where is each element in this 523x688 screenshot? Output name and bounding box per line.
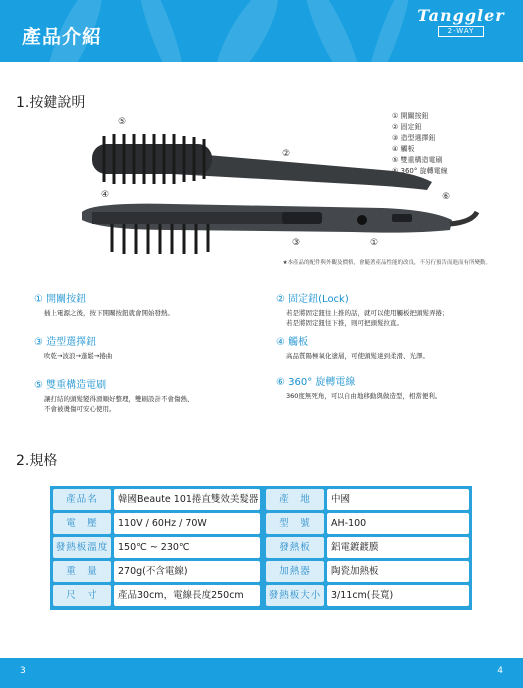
spec-table <box>50 486 472 610</box>
legend-item: ① 開關按鈕 <box>392 112 429 120</box>
spec-label: 發熱板溫度 <box>53 537 111 558</box>
spec-value: 270g(不含電線) <box>114 561 260 582</box>
feature-style-button <box>34 333 234 361</box>
brand-logo <box>411 6 511 37</box>
spec-label: 加熱器 <box>266 561 324 582</box>
spec-label: 發熱板大小 <box>266 585 324 606</box>
callout-3: ③ <box>292 238 301 248</box>
table-row <box>53 585 469 606</box>
feature-swivel-cord <box>276 373 506 401</box>
feature-desc: 插上電源之後，按下開關按鈕就會開始發熱。 <box>44 309 174 317</box>
spec-label: 尺 寸 <box>53 585 111 606</box>
spec-value: 中國 <box>327 489 469 510</box>
spec-value: 鋁電鍍鍍膜 <box>327 537 469 558</box>
feature-desc: 若是將固定鈕往上推的話，就可以使用觸板把頭髮弄捲； 若是將固定鈕往下推，則可把頭髮拉直。 <box>286 309 449 327</box>
feature-title: ① 開關按鈕 <box>34 294 87 305</box>
spec-value: AH-100 <box>327 513 469 534</box>
feature-power-button <box>34 290 234 318</box>
callout-2: ② <box>282 149 291 159</box>
feature-desc: 吹乾→波浪→蓬鬆→捲曲 <box>44 352 113 360</box>
feature-plate <box>276 333 506 361</box>
spec-label: 產 地 <box>266 489 324 510</box>
button-legend <box>392 111 448 177</box>
section-title-buttons: 1.按鍵說明 <box>16 95 86 111</box>
callout-5: ⑤ <box>118 117 127 127</box>
legend-item: ⑥ 360° 旋轉電線 <box>392 167 448 175</box>
spec-label: 發熱板 <box>266 537 324 558</box>
legend-item: ② 固定鈕 <box>392 123 422 131</box>
spec-value: 韓國Beaute 101捲直雙效美髮器 <box>114 489 260 510</box>
spec-value: 3/11cm(長寬) <box>327 585 469 606</box>
spec-label: 重 量 <box>53 561 111 582</box>
legend-item: ③ 造型選擇鈕 <box>392 134 436 142</box>
feature-title: ③ 造型選擇鈕 <box>34 337 97 348</box>
feature-title: ⑤ 雙重構造電刷 <box>34 380 107 391</box>
page-number-right: 4 <box>497 666 503 676</box>
spec-value: 110V / 60Hz / 70W <box>114 513 260 534</box>
feature-brush <box>34 376 264 414</box>
feature-desc: 讓打結的頭髮變得滑順好整理，雙刷設計不會傷熱、 不會被燙傷可安心使用。 <box>44 395 194 413</box>
table-row <box>53 513 469 534</box>
table-row <box>53 561 469 582</box>
spec-label: 型 號 <box>266 513 324 534</box>
callout-6: ⑥ <box>442 192 451 202</box>
feature-title: ④ 觸板 <box>276 337 309 348</box>
spec-label: 產品名 <box>53 489 111 510</box>
disclaimer-note: ★本產品的配件與外觀及價格，會隨著產品性能的改良，不另行預告而進而有所變動。 <box>282 260 491 266</box>
callout-1: ① <box>370 238 379 248</box>
brand-subtitle: 2-WAY <box>438 26 484 37</box>
feature-title: ⑥ 360° 旋轉電線 <box>276 377 356 388</box>
feature-lock-button <box>276 290 506 328</box>
spec-value: 產品30cm，電線長度250cm <box>114 585 260 606</box>
spec-label: 電 壓 <box>53 513 111 534</box>
page-header <box>0 0 523 62</box>
page-number-left: 3 <box>20 666 26 676</box>
feature-title: ② 固定鈕(Lock) <box>276 294 349 305</box>
spec-value: 陶瓷加熱板 <box>327 561 469 582</box>
table-row <box>53 537 469 558</box>
legend-item: ④ 觸板 <box>392 145 415 153</box>
spec-value: 150℃ ~ 230℃ <box>114 537 260 558</box>
page-title: 產品介紹 <box>22 26 103 48</box>
brand-name: Tanggler <box>417 6 505 25</box>
feature-desc: 高品質陽極氧化塗層，可使頭髮達到柔滑、光澤。 <box>286 352 429 360</box>
section-title-specs: 2.規格 <box>16 453 58 469</box>
table-row <box>53 489 469 510</box>
page-footer <box>0 658 523 688</box>
legend-item: ⑤ 雙重構造電刷 <box>392 156 443 164</box>
feature-desc: 360度無死角，可以自由地移動與做造型，相當便利。 <box>286 392 442 400</box>
callout-4: ④ <box>101 190 110 200</box>
